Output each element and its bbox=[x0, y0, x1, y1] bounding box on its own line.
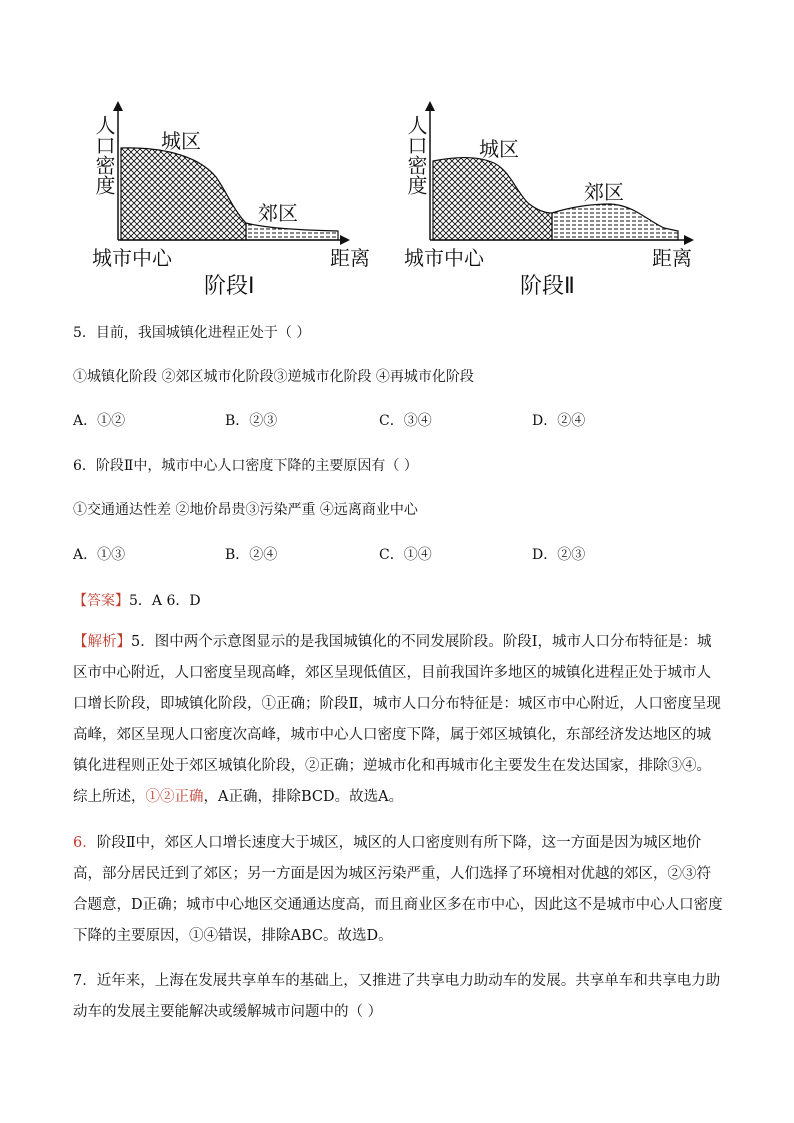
q5-option-a[interactable]: A．①② bbox=[73, 413, 126, 429]
q5-items: ①城镇化阶段 ②郊区城市化阶段③逆城市化阶段 ④再城市化阶段 bbox=[73, 369, 474, 385]
analysis-6-number: 6． bbox=[73, 835, 97, 851]
origin-label: 城市中心 bbox=[404, 246, 484, 270]
origin-label: 城市中心 bbox=[92, 246, 172, 270]
q5-stem: 5．目前，我国城镇化进程正处于（ ） bbox=[73, 325, 311, 341]
city-density-area bbox=[433, 158, 552, 241]
stage-caption: 阶段Ⅰ bbox=[204, 274, 255, 299]
analysis-5-text: 5．图中两个示意图显示的是我国城镇化的不同发展阶段。阶段Ⅰ，城市人口分布特征是：城区市中心附近，人口密度呈现高峰，郊区呈现低值区，目前我国许多地区的城镇化进程正处于城市人口增长阶段，即城镇化阶段，①正确；阶段Ⅱ，城市人口分布特征是：城区市中心附近，人口密度呈现高峰，郊区呈现人口密度次高峰，城市中心人口密度下降，属于郊区城镇化，东部经济发达地区的城镇化进程则正处于郊区城镇化阶段，②正确；逆城市化和再城市化主要发生在发达国家，排除③④。综上所述， bbox=[73, 634, 721, 805]
q5-options bbox=[73, 411, 723, 431]
q6-option-b[interactable]: B．②④ bbox=[225, 547, 278, 563]
y-axis-arrow bbox=[113, 101, 123, 111]
y-axis-arrow bbox=[425, 101, 435, 111]
diagram-stage-1 bbox=[92, 101, 370, 299]
x-axis-arrow bbox=[684, 235, 694, 245]
city-density-area bbox=[121, 148, 246, 240]
q6-items: ①交通通达性差 ②地价昂贵③污染严重 ④远离商业中心 bbox=[73, 502, 418, 518]
q5-option-b[interactable]: B．②③ bbox=[225, 413, 278, 429]
suburb-density-area bbox=[246, 223, 338, 240]
q6-option-c[interactable]: C．①④ bbox=[379, 547, 432, 563]
q6-options bbox=[73, 545, 723, 565]
q7-stem: 7．近年来，上海在发展共享单车的基础上，又推进了共享电力助动车的发展。共享单车和共享电力助动车的发展主要能解决或缓解城市问题中的（ ） bbox=[73, 973, 721, 1020]
diagram-stage-2 bbox=[404, 101, 694, 299]
suburb-density-area bbox=[552, 204, 678, 240]
stage-caption: 阶段Ⅱ bbox=[520, 274, 575, 299]
answer-tag: 【答案】 bbox=[73, 593, 129, 609]
answer-text: 5．A 6．D bbox=[129, 593, 201, 609]
q6-option-d[interactable]: D．②③ bbox=[532, 547, 586, 563]
q6-stem: 6．阶段Ⅱ中，城市中心人口密度下降的主要原因有（ ） bbox=[73, 458, 418, 474]
analysis-tag: 【解析】 bbox=[73, 634, 131, 650]
answer-line bbox=[73, 591, 201, 611]
analysis-6-text: 阶段Ⅱ中，郊区人口增长速度大于城区，城区的人口密度则有所下降，这一方面是因为城区地价高，部分居民迁到了郊区；另一方面是因为城区污染严重，人们选择了环境相对优越的郊区，②③符合题意，D正确；城市中心地区交通通达度高，而且商业区多在市中心，因此这不是城市中心人口密度下降的主要原因，①④错误，排除ABC。故选D。 bbox=[73, 835, 723, 944]
x-axis-label: 距离 bbox=[330, 246, 370, 270]
suburb-label: 郊区 bbox=[584, 180, 624, 204]
suburb-label: 郊区 bbox=[258, 201, 298, 225]
q5-option-c[interactable]: C．③④ bbox=[379, 413, 432, 429]
analysis-paragraph-5 bbox=[73, 627, 723, 813]
q6-option-a[interactable]: A．①③ bbox=[73, 547, 126, 563]
population-density-figure bbox=[86, 95, 706, 305]
y-axis-label: 人口密度 bbox=[92, 115, 116, 195]
analysis-5-highlight: ①②正确 bbox=[145, 789, 204, 805]
x-axis-label: 距离 bbox=[652, 246, 692, 270]
y-axis-label: 人口密度 bbox=[404, 115, 428, 195]
city-label: 城区 bbox=[161, 129, 201, 153]
q5-option-d[interactable]: D．②④ bbox=[532, 413, 586, 429]
analysis-paragraph-6 bbox=[73, 828, 723, 952]
city-label: 城区 bbox=[479, 137, 519, 161]
analysis-5-end: ，A正确，排除BCD。故选A。 bbox=[203, 789, 404, 805]
x-axis-arrow bbox=[340, 235, 350, 245]
